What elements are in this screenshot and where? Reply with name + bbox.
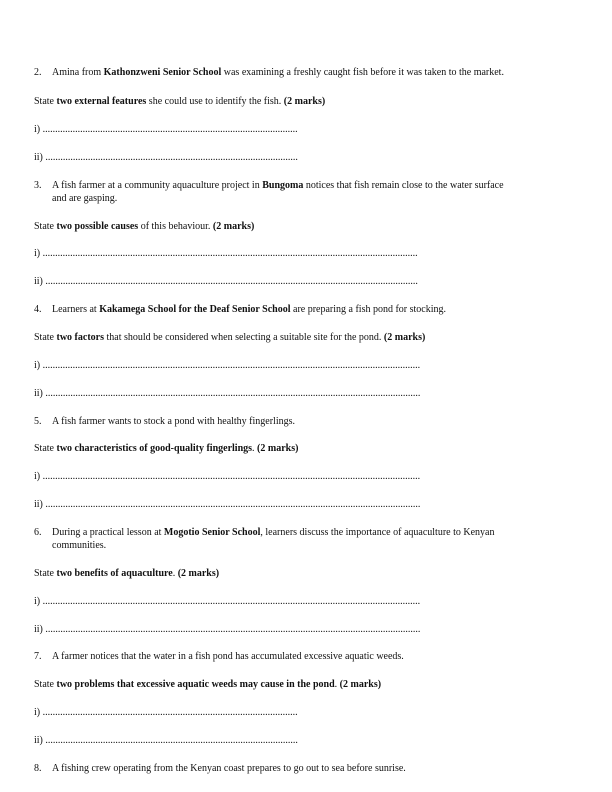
question-4-prompt: State two factors that should be considered when selecting a suitable site for the pond. (2 marks) xyxy=(34,332,426,343)
answer-line-ii[interactable]: ii) ...................................................................................................................................................... xyxy=(34,499,421,510)
question-8-stem: 8. A fishing crew operating from the Kenyan coast prepares to go out to sea before sunrise. xyxy=(34,763,406,774)
question-number: 3. xyxy=(34,180,42,191)
question-number: 5. xyxy=(34,416,42,427)
marks-label: (2 marks) xyxy=(339,679,382,690)
answer-line-i[interactable]: i) ...................................................................................................... xyxy=(34,124,298,135)
question-number: 7. xyxy=(34,651,42,662)
question-7-prompt: State two problems that excessive aquatic weeds may cause in the pond. (2 marks) xyxy=(34,679,382,690)
question-5-prompt: State two characteristics of good-quality fingerlings. (2 marks) xyxy=(34,443,299,454)
question-2-prompt: State two external features she could use to identify the fish. (2 marks) xyxy=(34,96,326,107)
question-3-stem-continued: and are gasping. xyxy=(52,193,118,204)
answer-line-ii[interactable]: ii) ..................................................................................................... xyxy=(34,152,298,163)
answer-line-i[interactable]: i) ...................................................................................................................................................... xyxy=(34,248,418,259)
marks-label: (2 marks) xyxy=(383,332,426,343)
question-6-stem-continued: communities. xyxy=(52,540,107,551)
answer-line-ii[interactable]: ii) ...................................................................................................................................................... xyxy=(34,388,421,399)
question-4-stem: 4. Learners at Kakamega School for the Deaf Senior School are preparing a fish pond for stocking. xyxy=(34,304,447,315)
answer-line-ii[interactable]: ii) ..................................................................................................................................................... xyxy=(34,276,418,287)
answer-line-i[interactable]: i) ....................................................................................................................................................... xyxy=(34,360,421,371)
answer-line-ii[interactable]: ii) ...................................................................................................................................................... xyxy=(34,624,421,635)
answer-line-i[interactable]: i) ....................................................................................................................................................... xyxy=(34,596,421,607)
answer-line-i[interactable]: i) ....................................................................................................................................................... xyxy=(34,471,421,482)
question-3-prompt: State two possible causes of this behaviour. (2 marks) xyxy=(34,221,255,232)
answer-line-ii[interactable]: ii) ..................................................................................................... xyxy=(34,735,298,746)
question-number: 4. xyxy=(34,304,42,315)
marks-label: (2 marks) xyxy=(177,568,220,579)
marks-label: (2 marks) xyxy=(283,96,326,107)
marks-label: (2 marks) xyxy=(212,221,255,232)
marks-label: (2 marks) xyxy=(257,443,299,454)
answer-line-i[interactable]: i) ...................................................................................................... xyxy=(34,707,298,718)
question-number: 2. xyxy=(34,67,42,78)
question-3-stem: 3. A fish farmer at a community aquaculture project in Bungoma notices that fish remain close to the water surface xyxy=(34,180,504,191)
question-2-stem: 2. Amina from Kathonzweni Senior School was examining a freshly caught fish before it was taken to the market. xyxy=(34,67,504,78)
question-7-stem: 7. A farmer notices that the water in a fish pond has accumulated excessive aquatic weeds. xyxy=(34,651,404,662)
question-6-prompt: State two benefits of aquaculture. (2 marks) xyxy=(34,568,220,579)
question-5-stem: 5. A fish farmer wants to stock a pond with healthy fingerlings. xyxy=(34,416,296,427)
question-6-stem: 6. During a practical lesson at Mogotio Senior School, learners discuss the importance of aquaculture to Kenyan xyxy=(34,527,495,538)
question-number: 6. xyxy=(34,527,42,538)
question-number: 8. xyxy=(34,763,42,774)
